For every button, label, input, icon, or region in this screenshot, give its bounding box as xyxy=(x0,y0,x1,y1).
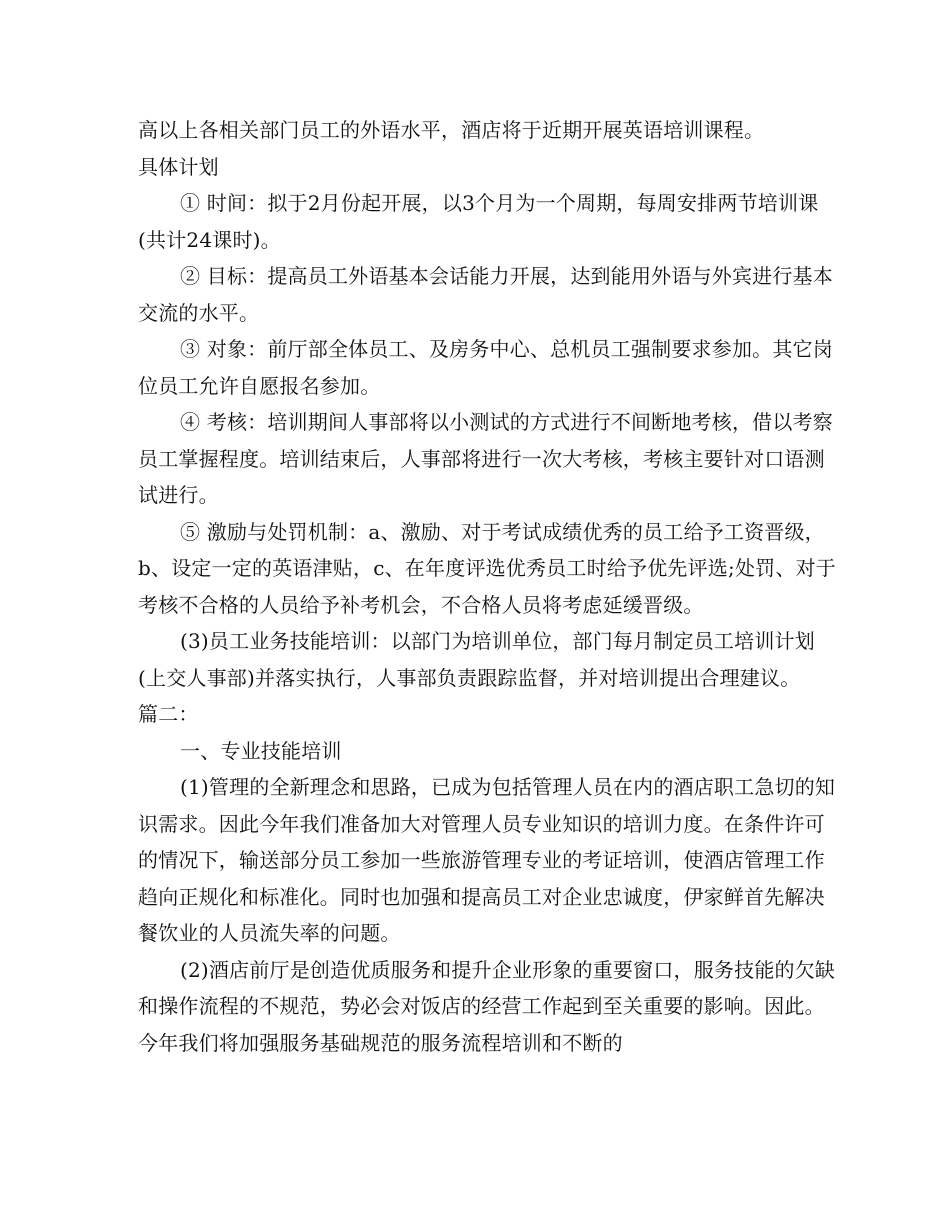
paragraph-10: (1)管理的全新理念和思路，已成为包括管理人员在内的酒店职工急切的知识需求。因此今年我们准备加大对管理人员专业知识的培训力度。在条件许可的情况下，输送部分员工参加一些旅游管理专业的考证培训，使酒店管理工作趋向正规化和标准化。同时也加强和提高员工对企业忠诚度，伊家鲜首先解决餐饮业的人员流失率的问题。 xyxy=(138,775,836,945)
paragraph-6: ④ 考核：培训期间人事部将以小测试的方式进行不间断地考核，借以考察员工掌握程度。培训结束后，人事部将进行一次大考核，考核主要针对口语测试进行。 xyxy=(138,410,833,507)
paragraph-5: ③ 对象：前厅部全体员工、及房务中心、总机员工强制要求参加。其它岗位员工允许自愿报名参加。 xyxy=(138,337,833,398)
document-body xyxy=(138,112,838,1061)
paragraph-4: ② 目标：提高员工外语基本会话能力开展，达到能用外语与外宾进行基本交流的水平。 xyxy=(138,264,833,325)
paragraph-7: ⑤ 激励与处罚机制：a、激励、对于考试成绩优秀的员工给予工资晋级，b、设定一定的英语津贴，c、在年度评选优秀员工时给予优先评选;处罚、对于考核不合格的人员给予补考机会，不合格人员将考虑延缓晋级。 xyxy=(138,519,836,617)
paragraph-11: (2)酒店前厅是创造优质服务和提升企业形象的重要窗口，服务技能的欠缺和操作流程的不规范，势必会对饭店的经营工作起到至关重要的影响。因此。今年我们将加强服务基础规范的服务流程培训和不断的 xyxy=(138,957,836,1055)
paragraph-2: 具体计划 xyxy=(138,154,219,179)
paragraph-3: ① 时间：拟于2月份起开展，以3个月为一个周期，每周安排两节培训课(共计24课时)。 xyxy=(138,191,819,252)
paragraph-9: 一、专业技能培训 xyxy=(180,738,342,763)
paragraph-8: (3)员工业务技能培训：以部门为培训单位，部门每月制定员工培训计划(上交人事部)并落实执行，人事部负责跟踪监督，并对培训提出合理建议。 篇二： xyxy=(138,629,831,726)
paragraph-1: 高以上各相关部门员工的外语水平，酒店将于近期开展英语培训课程。 xyxy=(138,118,765,142)
